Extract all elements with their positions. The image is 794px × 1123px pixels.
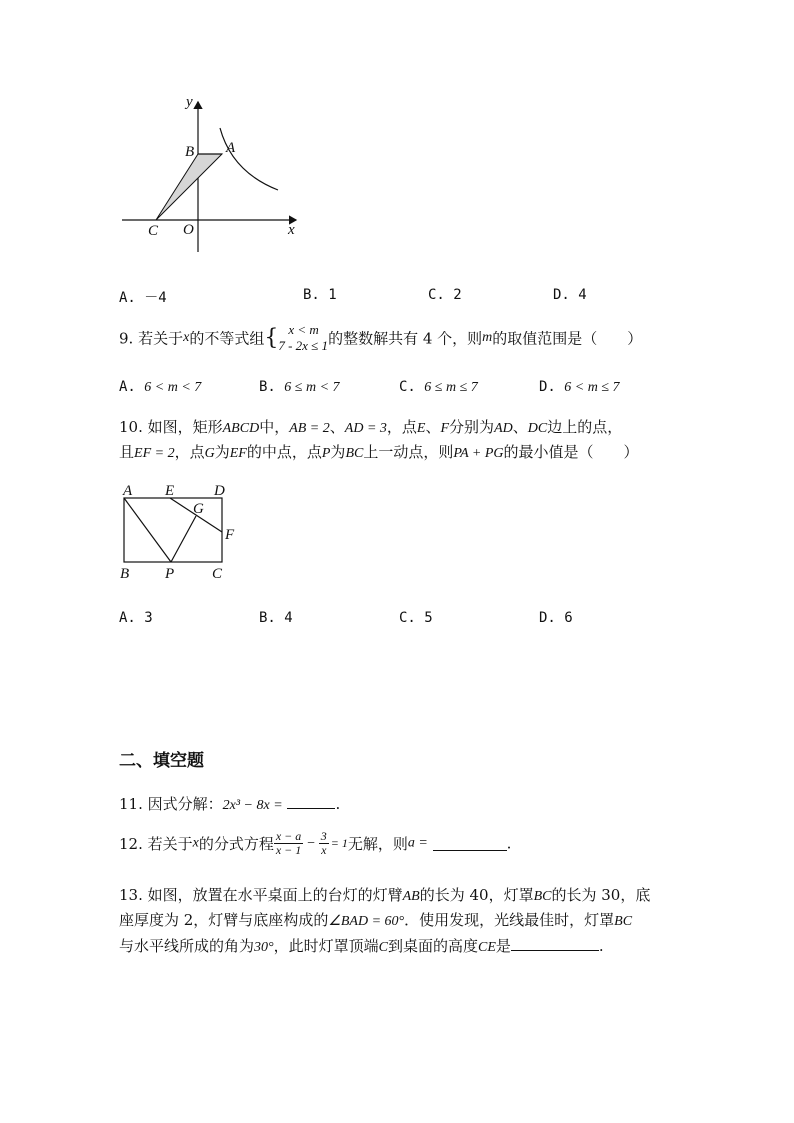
q10-bc: BC: [345, 446, 364, 461]
q10-option-d[interactable]: D. 6: [539, 610, 573, 626]
q10-l2f: 上一动点，则: [363, 443, 454, 461]
q10-l2b: ，点: [174, 443, 205, 461]
q13-line2: [119, 909, 632, 930]
shaded-triangle: [156, 154, 222, 220]
label-g: G: [193, 501, 204, 517]
label-c: C: [212, 566, 223, 582]
q11: [119, 793, 340, 814]
q10-option-b[interactable]: B. 4: [259, 610, 293, 626]
q10-ad2: AD: [494, 421, 513, 436]
q8-option-d[interactable]: D. 4: [553, 287, 587, 303]
q12-suffix: .: [506, 834, 512, 853]
q10-l2a: 且: [119, 443, 135, 461]
q10-l2c: 为: [214, 443, 230, 461]
q10-l1d: 分别为: [449, 418, 495, 436]
q9-system: [278, 322, 328, 354]
q12-num1: x − a: [275, 829, 302, 843]
q10-rect: ABCD: [222, 421, 260, 436]
label-c: C: [148, 223, 159, 239]
q10-e: E: [416, 421, 426, 436]
q10-l1a: 10. 如图，矩形: [119, 418, 223, 436]
q9-option-c[interactable]: [399, 379, 478, 396]
q13-l1c: 的长为 30，底: [551, 886, 651, 904]
label-x: x: [288, 222, 295, 238]
q13-l2a: 座厚度为 2，灯臂与底座构成的: [119, 911, 329, 929]
q12-mid: 的分式方程: [198, 835, 274, 853]
q10-option-c[interactable]: C. 5: [399, 610, 433, 626]
q10-figure: [114, 480, 244, 585]
q13-angle: ∠BAD = 60°: [328, 914, 405, 929]
q13-l1b: 的长为 40，灯罩: [419, 886, 534, 904]
q13-deg: 30°: [254, 940, 274, 955]
q9-brace: {: [264, 325, 279, 351]
q9-option-c-label: C.: [399, 379, 416, 395]
q10-l1c: ，点: [386, 418, 417, 436]
q10-g: G: [204, 446, 215, 461]
q10-line1: [119, 416, 622, 437]
q8-option-a[interactable]: A. －4: [119, 290, 167, 306]
label-y: y: [186, 94, 193, 110]
q12-answer-blank[interactable]: [433, 836, 507, 851]
q13-l3d: 是: [495, 937, 511, 955]
q12-den1: x − 1: [275, 843, 302, 857]
q12-a: a =: [407, 835, 428, 851]
label-p: P: [165, 566, 175, 582]
q10-l2g: 的最小值是（ ）: [503, 443, 639, 461]
q9-ineq2: 7 - 2x ≤ 1: [278, 338, 329, 353]
q12-fraction-1: [274, 830, 303, 857]
q10-sep1: 、: [329, 418, 345, 436]
q13-c: C: [378, 940, 388, 955]
q9-mid: 的不等式组: [189, 329, 265, 348]
q10-l2e: 为: [330, 443, 346, 461]
q10-pa: PA + PG: [453, 446, 504, 461]
q13-l3c: 到桌面的高度: [387, 937, 478, 955]
q12-eq: = 1: [330, 836, 348, 850]
q13-ab: AB: [402, 889, 420, 904]
q13-line3: [119, 935, 604, 956]
q12-minus: −: [306, 835, 316, 851]
label-b: B: [120, 566, 130, 582]
q9-var-m: m: [482, 330, 493, 345]
q12-fraction-2: [319, 830, 329, 857]
q11-answer-blank[interactable]: [287, 794, 335, 809]
q9-option-a-label: A.: [119, 379, 136, 395]
q13-line1: [119, 884, 650, 905]
q9-prefix: 9. 若关于: [119, 329, 184, 348]
q9-ineq1: x < m: [288, 322, 319, 337]
q13-ce: CE: [478, 940, 496, 955]
q10-l1e: 边上的点，: [547, 418, 623, 436]
q11-suffix: .: [335, 795, 341, 813]
q13-l3a: 与水平线所成的角为: [119, 937, 255, 955]
q10-ad: AD = 3: [344, 421, 387, 436]
label-a: A: [123, 483, 133, 499]
q9-stem: [119, 322, 642, 354]
q10-ef: EF = 2: [134, 446, 175, 461]
q10-dc: DC: [527, 421, 548, 436]
q10-ab: AB = 2: [289, 421, 330, 436]
q11-prefix: 11. 因式分解：: [119, 795, 223, 813]
q12-num2: 3: [320, 829, 327, 843]
q13-answer-blank[interactable]: [511, 936, 599, 951]
q10-l2d: 的中点，点: [246, 443, 322, 461]
label-a: A: [226, 140, 236, 156]
q9-option-b-math: 6 ≤ m < 7: [284, 380, 340, 395]
q9-suffix2: 的取值范围是（ ）: [492, 329, 643, 348]
hyperbola-curve: [220, 128, 278, 190]
q9-option-c-math: 6 ≤ m ≤ 7: [424, 380, 478, 395]
q9-var-x: x: [183, 330, 190, 345]
label-f: F: [225, 527, 235, 543]
label-e: E: [165, 483, 175, 499]
q8-figure: [110, 90, 310, 260]
q13-bc2: BC: [614, 914, 633, 929]
q13-l2b: ．使用发现，光线最佳时，灯罩: [404, 911, 615, 929]
q13-l1a: 13. 如图，放置在水平桌面上的台灯的灯臂: [119, 886, 403, 904]
q8-option-c[interactable]: C. 2: [428, 287, 462, 303]
label-o: O: [183, 222, 194, 238]
q10-l1b: 中，: [259, 418, 290, 436]
q10-ef2: EF: [229, 446, 247, 461]
rectangle-abcd: [124, 498, 222, 562]
q10-sep3: 、: [512, 418, 528, 436]
q9-option-d-label: D.: [539, 379, 556, 395]
q13-suffix: .: [598, 937, 604, 955]
label-d: D: [214, 483, 225, 499]
q12-mid2: 无解，则: [347, 835, 408, 853]
q11-expr: 2x³ − 8x =: [222, 798, 283, 813]
q9-option-d[interactable]: [539, 379, 620, 396]
q10-f: F: [440, 421, 450, 436]
q12-den2: x: [321, 843, 327, 857]
segment-pg: [171, 516, 196, 562]
q10-p: P: [321, 446, 331, 461]
label-b: B: [185, 144, 195, 160]
q9-option-a-math: 6 < m < 7: [144, 380, 202, 395]
q12: [119, 830, 511, 857]
q13-bc: BC: [533, 889, 552, 904]
q9-option-a[interactable]: [119, 379, 201, 396]
q12-var-x: x: [192, 835, 199, 851]
q10-sep2: 、: [425, 418, 441, 436]
q9-option-b-label: B.: [259, 379, 276, 395]
q13-l3b: ，此时灯罩顶端: [273, 937, 379, 955]
segment-ap: [124, 498, 171, 562]
section-title: 二、填空题: [119, 751, 204, 771]
q8-option-b[interactable]: B. 1: [303, 287, 337, 303]
q9-suffix1: 的整数解共有 4 个，则: [328, 329, 483, 348]
q9-option-b[interactable]: [259, 379, 340, 396]
q10-option-a[interactable]: A. 3: [119, 610, 153, 626]
q12-prefix: 12. 若关于: [119, 835, 193, 853]
q9-option-d-math: 6 < m ≤ 7: [564, 380, 620, 395]
q10-line2: [119, 441, 639, 462]
